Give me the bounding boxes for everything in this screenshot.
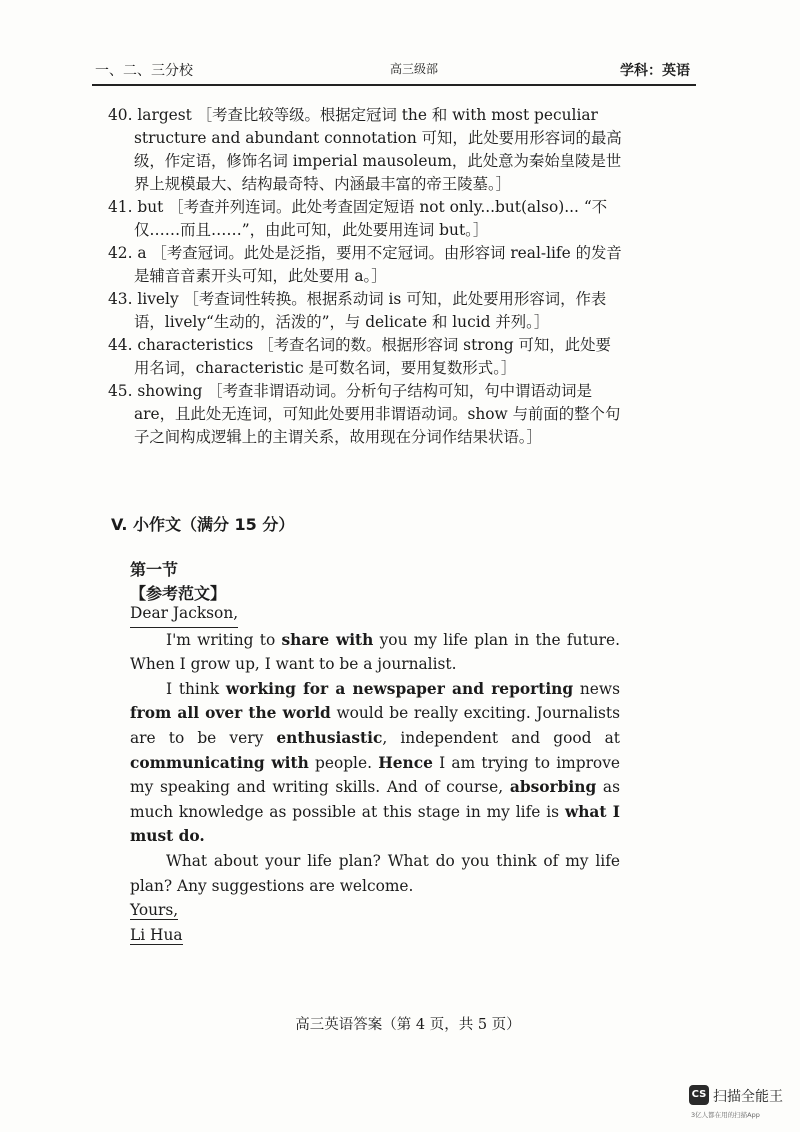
answer-item-41: 41. but ［考查并列连词。此处考查固定短语 not only...but(also)... “不仅……而且……”，由此可知，此处要用连词 but。］ <box>108 198 608 239</box>
sample-letter <box>130 601 620 947</box>
letter-greeting: Dear Jackson, <box>130 601 238 628</box>
key-phrase: working for a newspaper and reporting <box>225 679 574 698</box>
answer-item-45: 45. showing ［考查非谓语动词。分析句子结构可知，句中谓语动词是 are，且此处无连词，可知此处要用非谓语动词。show 与前面的整个句子之间构成逻辑上的主谓关系，故用现在分词作结果状语。］ <box>108 382 621 446</box>
text-run: would be really exciting. Journalists are to be very <box>130 704 620 747</box>
letter-paragraph-3: What about your life plan? What do you think of my life plan? Any suggestions are welcome. <box>130 851 620 895</box>
section-title: V. 小作文（满分 15 分） <box>111 515 295 534</box>
closing-text: Yours, <box>130 901 179 920</box>
key-phrase: enthusiastic <box>276 728 383 747</box>
key-phrase: share with <box>281 630 374 649</box>
section-subheadings <box>130 558 226 606</box>
answer-item-42: 42. a ［考查冠词。此处是泛指，要用不定冠词。由形容词 real-life 的发音是辅音音素开头可知，此处要用 a。］ <box>108 244 622 285</box>
scanner-watermark <box>689 1085 789 1125</box>
camscanner-logo-icon: CS <box>689 1085 709 1105</box>
key-phrase: communicating with <box>130 753 309 772</box>
text-run: people. <box>308 753 379 772</box>
text-run: I think <box>166 679 226 698</box>
header-divider <box>92 84 696 86</box>
part-title: 第一节 <box>130 560 179 579</box>
key-phrase: Hence <box>378 753 433 772</box>
watermark-tagline: 3亿人都在用的扫描App <box>691 1111 760 1119</box>
footer-text: 高三英语答案（第 4 页，共 5 页） <box>295 1017 521 1033</box>
key-phrase: absorbing <box>509 778 597 797</box>
text-run: you my life plan in the future. When I grow up, I want to be a journalist. <box>130 630 620 674</box>
watermark-name: 扫描全能王 <box>713 1089 783 1105</box>
signature-text: Li Hua <box>130 925 183 944</box>
key-phrase: what I must do. <box>130 802 621 846</box>
answer-item-43: 43. lively ［考查词性转换。根据系动词 is 可知，此处要用形容词，作表语，lively“生动的，活泼的”，与 delicate 和 lucid 并列。］ <box>108 290 607 331</box>
header-subject: 学科：英语 <box>620 63 690 79</box>
letter-paragraph-1 <box>130 628 620 677</box>
sample-label: 【参考范文】 <box>130 584 227 603</box>
letter-closing <box>130 898 620 923</box>
letter-signature <box>130 923 620 948</box>
text-run: , independent and good at <box>382 728 620 747</box>
text-run: news <box>573 679 620 698</box>
header-schools: 一、二、三分校 <box>95 63 193 79</box>
answer-item-40: 40. largest ［考查比较等级。根据定冠词 the 和 with most peculiar structure and abundant connotation 可知，此处要用形容词的最高级，作定语，修饰名词 imperial mausoleum，此处意为秦始皇陵是世界上规模最大、结构最奇特、内涵最丰富的帝王陵墓。］ <box>108 106 622 193</box>
header-grade: 高三级部 <box>390 62 439 76</box>
text-run: I am trying to improve my speaking and writing skills. And of course, <box>130 753 620 797</box>
key-phrase: from all over the world <box>130 704 331 723</box>
answer-list <box>108 104 624 449</box>
text-run: I'm writing to <box>166 630 282 649</box>
letter-paragraph-2 <box>130 677 620 849</box>
answer-item-44: 44. characteristics ［考查名词的数。根据形容词 strong 可知，此处要用名词，characteristic 是可数名词，要用复数形式。］ <box>108 336 611 377</box>
text-run: as much knowledge as possible at this stage in my life is <box>130 778 620 821</box>
page-header <box>95 58 690 82</box>
page-footer <box>0 1013 800 1034</box>
